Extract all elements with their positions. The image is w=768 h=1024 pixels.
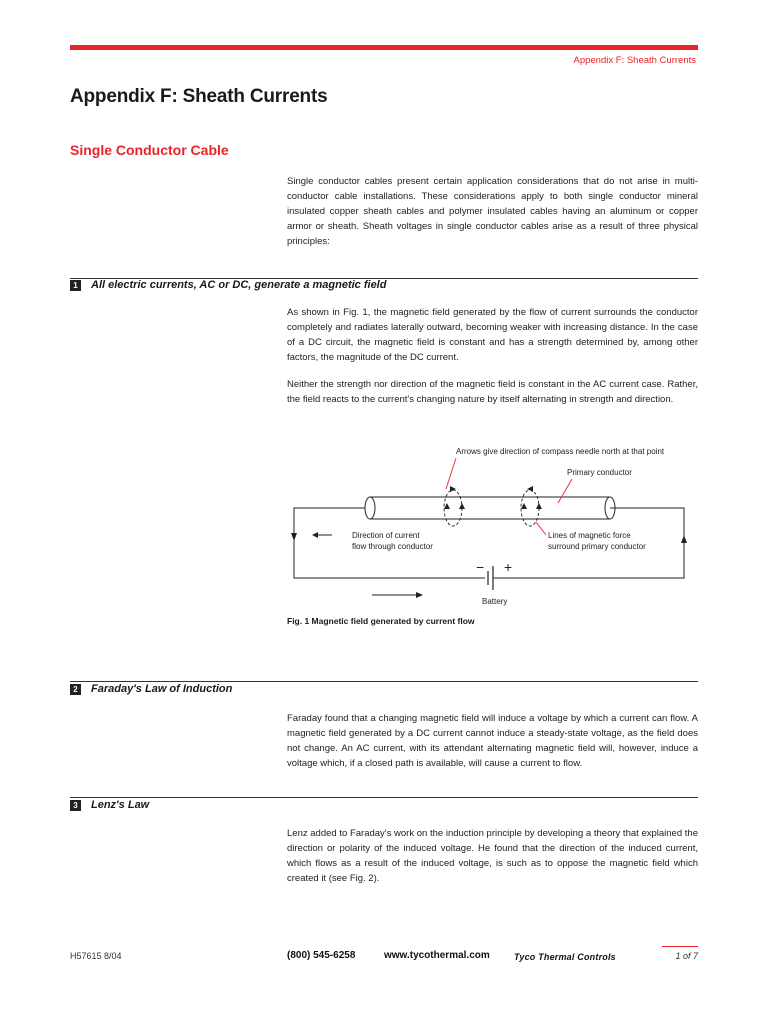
- document-code: H57615 8/04: [70, 951, 122, 961]
- battery-minus-sign: −: [476, 559, 485, 575]
- principle-title: All electric currents, AC or DC, generate a magnetic field: [91, 279, 387, 291]
- page-title: Appendix F: Sheath Currents: [70, 86, 328, 107]
- figure-label-current: Direction of current: [352, 531, 420, 540]
- principle-2-heading: [70, 683, 232, 695]
- page-number: 1 of 7: [675, 951, 698, 961]
- header-rule: [70, 45, 698, 50]
- section-title: Single Conductor Cable: [70, 142, 229, 158]
- section-divider: [70, 681, 698, 682]
- principle-title: Faraday's Law of Induction: [91, 683, 233, 695]
- leader-line-arrows: [446, 458, 456, 489]
- running-head: Appendix F: Sheath Currents: [573, 55, 696, 66]
- principle-number-badge: 3: [70, 800, 81, 811]
- compass-arrow-icon: [444, 503, 450, 509]
- figure-caption: Fig. 1 Magnetic field generated by current flow: [287, 616, 475, 626]
- compass-arrow-icon: [521, 503, 527, 509]
- principle-3-heading: [70, 799, 149, 811]
- figure-label-current-2: flow through conductor: [352, 542, 433, 551]
- figure-label-battery: Battery: [482, 597, 508, 606]
- page-number-rule: [662, 946, 698, 947]
- principle-3-paragraph: Lenz added to Faraday's work on the induction principle by developing a theory that explained the direction or polarity of the induced voltage. He found that the direction of the induced current, which flows as a result of the induced voltage, is such as to oppose the magnetic field which created it (see Fig. 2).: [287, 828, 698, 884]
- figure-label-lines-2: surround primary conductor: [548, 542, 646, 551]
- figure-magnetic-field-diagram: [280, 440, 700, 610]
- up-arrow-icon: [681, 535, 687, 543]
- principle-1-heading: [70, 279, 386, 291]
- principle-number-badge: 1: [70, 280, 81, 291]
- footer-website-link[interactable]: www.tycothermal.com: [384, 950, 490, 961]
- figure-label-arrows: Arrows give direction of compass needle north at that point: [456, 447, 665, 456]
- figure-label-primary: Primary conductor: [567, 468, 632, 477]
- principle-number-badge: 2: [70, 684, 81, 695]
- right-arrow-icon: [416, 592, 423, 598]
- section-divider: [70, 797, 698, 798]
- down-arrow-icon: [291, 533, 297, 541]
- compass-arrow-icon: [450, 486, 456, 492]
- principle-title: Lenz's Law: [91, 799, 150, 811]
- figure-label-lines: Lines of magnetic force: [548, 531, 631, 540]
- leader-line-primary: [558, 479, 572, 503]
- intro-paragraph: Single conductor cables present certain application considerations that do not arise in multi-conductor cable installations. These considerations apply to both single conductor mineral insulated copper sheath cables and polymer insulated cables having an aluminum or copper armor or sheath. Sheath voltages in single conductor cables arise as a result of three physical principles:: [287, 176, 698, 247]
- compass-arrow-icon: [536, 503, 542, 509]
- principle-1-paragraph-2: Neither the strength nor direction of the magnetic field is constant in the AC current case. Rather, the field reacts to the current's changing nature by itself alternating in strength and direction.: [287, 379, 698, 405]
- principle-2-paragraph: Faraday found that a changing magnetic field will induce a voltage by which a current can flow. A magnetic field generated by a DC current cannot induce a steady-state voltage, as the field does not change. An AC current, with its attendant alternating magnetic field will, however, induce a voltage which, if a closed path is available, will cause a current to flow.: [287, 713, 698, 769]
- compass-arrow-icon: [459, 503, 465, 509]
- brand-logo-text: Tyco Thermal Controls: [514, 952, 616, 962]
- footer-phone: (800) 545-6258: [287, 950, 356, 961]
- left-arrow-icon: [312, 532, 318, 538]
- leader-line-lines: [536, 522, 546, 535]
- cable-left-end: [365, 497, 375, 519]
- battery-plus-sign: +: [504, 559, 513, 575]
- compass-arrow-icon: [527, 486, 533, 492]
- principle-1-paragraph-1: As shown in Fig. 1, the magnetic field generated by the flow of current surrounds the conductor completely and radiates laterally outward, becoming weaker with increasing distance. In the case of a DC circuit, the magnetic field is constant and has a strength determined by, among other factors, the magnitude of the DC current.: [287, 307, 698, 363]
